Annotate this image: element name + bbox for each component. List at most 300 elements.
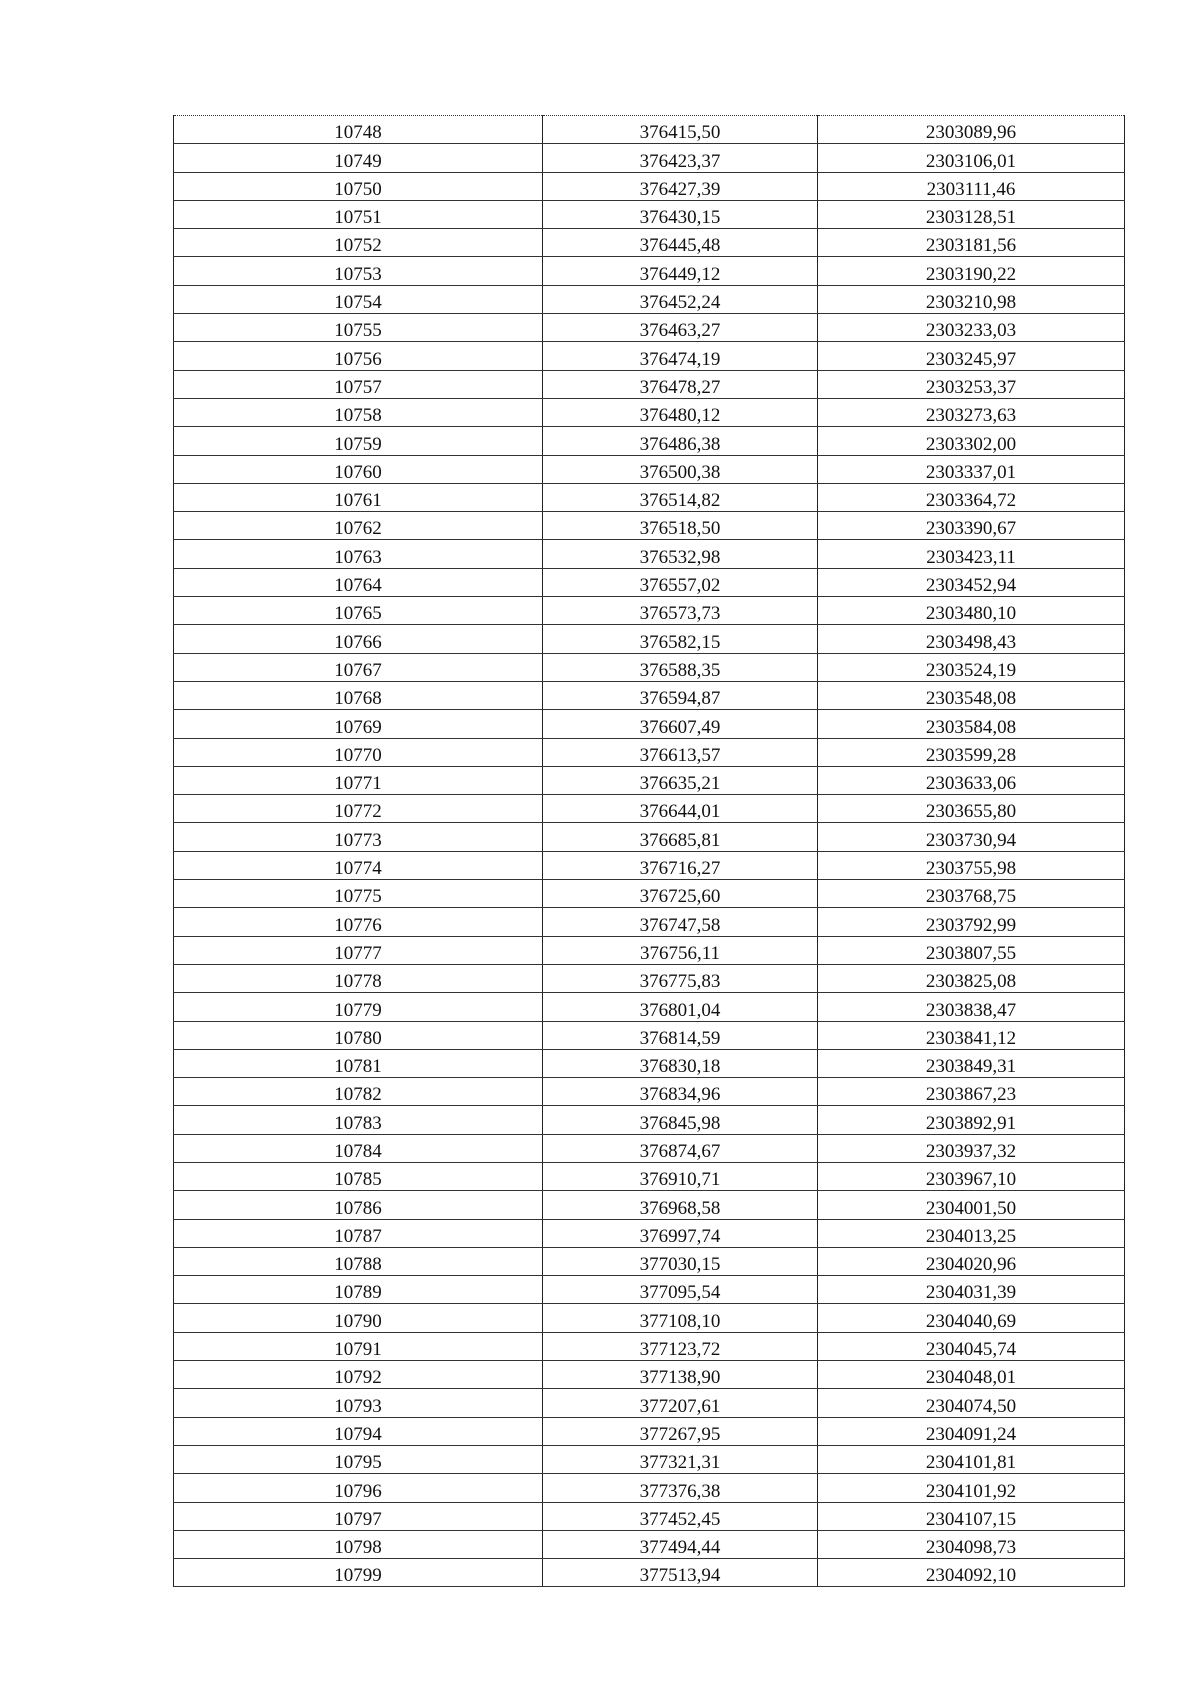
point-number-cell [174, 597, 543, 625]
x-coordinate-value: 377138,90 [639, 1367, 721, 1389]
point-number-value: 10782 [334, 1084, 382, 1106]
y-coordinate-value: 2303937,32 [925, 1140, 1017, 1162]
y-coordinate-value: 2303768,75 [925, 886, 1017, 908]
y-coordinate-value: 2303825,08 [925, 971, 1017, 993]
point-number-cell [174, 512, 543, 540]
point-number-value: 10768 [334, 688, 382, 710]
y-coordinate-value: 2304013,25 [925, 1225, 1017, 1247]
table-row [174, 993, 1125, 1021]
x-coordinate-cell [543, 116, 818, 144]
point-number-value: 10778 [334, 971, 382, 993]
x-coordinate-value: 376582,15 [639, 631, 721, 653]
point-number-cell [174, 1389, 543, 1417]
table-row [174, 1078, 1125, 1106]
y-coordinate-value: 2303599,28 [925, 744, 1017, 766]
point-number-value: 10790 [334, 1310, 382, 1332]
point-number-value: 10764 [334, 575, 382, 597]
point-number-value: 10781 [334, 1056, 382, 1078]
x-coordinate-cell [543, 597, 818, 625]
point-number-value: 10793 [334, 1395, 382, 1417]
x-coordinate-value: 377095,54 [639, 1282, 721, 1304]
point-number-cell [174, 1304, 543, 1332]
y-coordinate-cell [818, 1361, 1125, 1389]
y-coordinate-cell [818, 540, 1125, 568]
x-coordinate-value: 376478,27 [639, 376, 721, 398]
y-coordinate-cell [818, 172, 1125, 200]
point-number-cell [174, 116, 543, 144]
point-number-cell [174, 936, 543, 964]
table-row [174, 1276, 1125, 1304]
y-coordinate-cell [818, 342, 1125, 370]
y-coordinate-value: 2303867,23 [925, 1084, 1017, 1106]
point-number-value: 10785 [334, 1169, 382, 1191]
point-number-value: 10780 [334, 1027, 382, 1049]
x-coordinate-value: 376845,98 [639, 1112, 721, 1134]
y-coordinate-value: 2303364,72 [925, 490, 1017, 512]
x-coordinate-cell [543, 1304, 818, 1332]
table-row [174, 710, 1125, 738]
table-row [174, 681, 1125, 709]
table-row [174, 1530, 1125, 1558]
point-number-value: 10755 [334, 320, 382, 342]
x-coordinate-value: 376725,60 [639, 886, 721, 908]
x-coordinate-cell [543, 1049, 818, 1077]
table-row [174, 314, 1125, 342]
table-row [174, 1304, 1125, 1332]
y-coordinate-value: 2303849,31 [925, 1056, 1017, 1078]
point-number-value: 10759 [334, 433, 382, 455]
point-number-cell [174, 172, 543, 200]
y-coordinate-value: 2303841,12 [925, 1027, 1017, 1049]
table-row [174, 1134, 1125, 1162]
point-number-value: 10776 [334, 914, 382, 936]
table-row [174, 285, 1125, 313]
table-row [174, 568, 1125, 596]
x-coordinate-cell [543, 681, 818, 709]
table-row [174, 1191, 1125, 1219]
point-number-cell [174, 1162, 543, 1190]
table-row [174, 200, 1125, 228]
table-row [174, 1559, 1125, 1587]
x-coordinate-value: 376423,37 [639, 150, 721, 172]
point-number-cell [174, 993, 543, 1021]
table-row [174, 512, 1125, 540]
y-coordinate-cell [818, 625, 1125, 653]
point-number-value: 10775 [334, 886, 382, 908]
point-number-cell [174, 370, 543, 398]
y-coordinate-value: 2303633,06 [925, 773, 1017, 795]
x-coordinate-cell [543, 653, 818, 681]
y-coordinate-cell [818, 1162, 1125, 1190]
point-number-cell [174, 1417, 543, 1445]
x-coordinate-value: 377513,94 [639, 1565, 721, 1587]
table-row [174, 229, 1125, 257]
point-number-cell [174, 200, 543, 228]
x-coordinate-value: 376518,50 [639, 518, 721, 540]
y-coordinate-cell [818, 200, 1125, 228]
x-coordinate-value: 376644,01 [639, 801, 721, 823]
y-coordinate-cell [818, 823, 1125, 851]
y-coordinate-value: 2303128,51 [925, 207, 1017, 229]
y-coordinate-value: 2303655,80 [925, 801, 1017, 823]
table-row [174, 625, 1125, 653]
point-number-value: 10750 [334, 178, 382, 200]
y-coordinate-value: 2304001,50 [925, 1197, 1017, 1219]
table-row [174, 257, 1125, 285]
y-coordinate-value: 2303792,99 [925, 914, 1017, 936]
table-row [174, 1474, 1125, 1502]
x-coordinate-cell [543, 795, 818, 823]
x-coordinate-cell [543, 908, 818, 936]
y-coordinate-value: 2303967,10 [925, 1169, 1017, 1191]
x-coordinate-value: 376430,15 [639, 207, 721, 229]
point-number-value: 10792 [334, 1367, 382, 1389]
y-coordinate-cell [818, 1389, 1125, 1417]
y-coordinate-cell [818, 936, 1125, 964]
point-number-value: 10788 [334, 1254, 382, 1276]
point-number-value: 10762 [334, 518, 382, 540]
x-coordinate-cell [543, 483, 818, 511]
y-coordinate-cell [818, 795, 1125, 823]
y-coordinate-value: 2304092,10 [925, 1565, 1017, 1587]
x-coordinate-value: 377452,45 [639, 1508, 721, 1530]
y-coordinate-value: 2303233,03 [925, 320, 1017, 342]
y-coordinate-cell [818, 285, 1125, 313]
table-row [174, 1361, 1125, 1389]
point-number-cell [174, 795, 543, 823]
table-row [174, 795, 1125, 823]
x-coordinate-value: 377321,31 [639, 1452, 721, 1474]
x-coordinate-cell [543, 172, 818, 200]
point-number-cell [174, 1502, 543, 1530]
point-number-cell [174, 285, 543, 313]
y-coordinate-cell [818, 483, 1125, 511]
y-coordinate-cell [818, 710, 1125, 738]
point-number-cell [174, 823, 543, 851]
table-row [174, 483, 1125, 511]
y-coordinate-cell [818, 1247, 1125, 1275]
x-coordinate-value: 376747,58 [639, 914, 721, 936]
x-coordinate-value: 377108,10 [639, 1310, 721, 1332]
y-coordinate-cell [818, 370, 1125, 398]
x-coordinate-cell [543, 1530, 818, 1558]
y-coordinate-cell [818, 880, 1125, 908]
point-number-value: 10798 [334, 1537, 382, 1559]
x-coordinate-cell [543, 625, 818, 653]
point-number-cell [174, 1106, 543, 1134]
y-coordinate-value: 2303253,37 [925, 376, 1017, 398]
point-number-value: 10760 [334, 461, 382, 483]
point-number-value: 10756 [334, 348, 382, 370]
y-coordinate-cell [818, 1559, 1125, 1587]
y-coordinate-value: 2304031,39 [925, 1282, 1017, 1304]
x-coordinate-value: 376997,74 [639, 1225, 721, 1247]
point-number-cell [174, 257, 543, 285]
point-number-cell [174, 908, 543, 936]
point-number-value: 10795 [334, 1452, 382, 1474]
x-coordinate-cell [543, 1445, 818, 1473]
x-coordinate-cell [543, 1276, 818, 1304]
point-number-value: 10784 [334, 1140, 382, 1162]
point-number-cell [174, 851, 543, 879]
y-coordinate-value: 2303210,98 [925, 292, 1017, 314]
x-coordinate-cell [543, 229, 818, 257]
x-coordinate-cell [543, 1559, 818, 1587]
point-number-cell [174, 738, 543, 766]
x-coordinate-cell [543, 1361, 818, 1389]
y-coordinate-value: 2303838,47 [925, 999, 1017, 1021]
x-coordinate-cell [543, 398, 818, 426]
point-number-value: 10770 [334, 744, 382, 766]
x-coordinate-value: 376445,48 [639, 235, 721, 257]
x-coordinate-value: 377123,72 [639, 1339, 721, 1361]
point-number-value: 10757 [334, 376, 382, 398]
table-row [174, 1106, 1125, 1134]
y-coordinate-value: 2303584,08 [925, 716, 1017, 738]
point-number-cell [174, 1361, 543, 1389]
y-coordinate-value: 2303181,56 [925, 235, 1017, 257]
y-coordinate-cell [818, 512, 1125, 540]
x-coordinate-cell [543, 540, 818, 568]
y-coordinate-cell [818, 597, 1125, 625]
x-coordinate-cell [543, 964, 818, 992]
x-coordinate-cell [543, 370, 818, 398]
point-number-value: 10769 [334, 716, 382, 738]
x-coordinate-value: 376474,19 [639, 348, 721, 370]
y-coordinate-cell [818, 1276, 1125, 1304]
x-coordinate-value: 376449,12 [639, 263, 721, 285]
x-coordinate-value: 376588,35 [639, 659, 721, 681]
x-coordinate-cell [543, 427, 818, 455]
point-number-cell [174, 1191, 543, 1219]
table-row [174, 370, 1125, 398]
point-number-cell [174, 1445, 543, 1473]
x-coordinate-value: 376830,18 [639, 1056, 721, 1078]
y-coordinate-cell [818, 993, 1125, 1021]
y-coordinate-value: 2303390,67 [925, 518, 1017, 540]
point-number-cell [174, 540, 543, 568]
y-coordinate-cell [818, 1078, 1125, 1106]
y-coordinate-cell [818, 1021, 1125, 1049]
x-coordinate-cell [543, 200, 818, 228]
y-coordinate-value: 2304020,96 [925, 1254, 1017, 1276]
point-number-cell [174, 314, 543, 342]
y-coordinate-value: 2304045,74 [925, 1339, 1017, 1361]
point-number-value: 10772 [334, 801, 382, 823]
y-coordinate-value: 2303480,10 [925, 603, 1017, 625]
point-number-cell [174, 1021, 543, 1049]
y-coordinate-cell [818, 851, 1125, 879]
point-number-value: 10794 [334, 1423, 382, 1445]
x-coordinate-value: 376594,87 [639, 688, 721, 710]
table-row [174, 427, 1125, 455]
point-number-value: 10783 [334, 1112, 382, 1134]
x-coordinate-cell [543, 766, 818, 794]
x-coordinate-value: 376968,58 [639, 1197, 721, 1219]
x-coordinate-value: 376910,71 [639, 1169, 721, 1191]
y-coordinate-value: 2303190,22 [925, 263, 1017, 285]
table-row [174, 1417, 1125, 1445]
y-coordinate-cell [818, 908, 1125, 936]
x-coordinate-cell [543, 1191, 818, 1219]
table-row [174, 172, 1125, 200]
y-coordinate-value: 2304091,24 [925, 1423, 1017, 1445]
table-row [174, 936, 1125, 964]
x-coordinate-cell [543, 1502, 818, 1530]
x-coordinate-value: 376452,24 [639, 292, 721, 314]
y-coordinate-value: 2304101,81 [925, 1452, 1017, 1474]
x-coordinate-cell [543, 455, 818, 483]
y-coordinate-cell [818, 257, 1125, 285]
y-coordinate-cell [818, 766, 1125, 794]
x-coordinate-value: 376514,82 [639, 490, 721, 512]
point-number-cell [174, 1247, 543, 1275]
point-number-value: 10766 [334, 631, 382, 653]
y-coordinate-cell [818, 455, 1125, 483]
x-coordinate-cell [543, 1078, 818, 1106]
x-coordinate-value: 376480,12 [639, 405, 721, 427]
point-number-value: 10786 [334, 1197, 382, 1219]
table-row [174, 1247, 1125, 1275]
point-number-cell [174, 1134, 543, 1162]
y-coordinate-value: 2303111,46 [926, 178, 1016, 200]
y-coordinate-value: 2303755,98 [925, 858, 1017, 880]
point-number-value: 10753 [334, 263, 382, 285]
y-coordinate-cell [818, 1106, 1125, 1134]
y-coordinate-value: 2303524,19 [925, 659, 1017, 681]
x-coordinate-cell [543, 1219, 818, 1247]
table-row [174, 1162, 1125, 1190]
point-number-value: 10791 [334, 1339, 382, 1361]
point-number-cell [174, 1530, 543, 1558]
point-number-cell [174, 1276, 543, 1304]
y-coordinate-value: 2303423,11 [926, 546, 1016, 568]
point-number-value: 10799 [334, 1565, 382, 1587]
point-number-value: 10763 [334, 546, 382, 568]
coordinates-table-body [174, 116, 1125, 1587]
x-coordinate-cell [543, 257, 818, 285]
table-row [174, 597, 1125, 625]
x-coordinate-value: 376685,81 [639, 829, 721, 851]
y-coordinate-value: 2304040,69 [925, 1310, 1017, 1332]
table-row [174, 851, 1125, 879]
point-number-value: 10767 [334, 659, 382, 681]
table-row [174, 880, 1125, 908]
x-coordinate-value: 377376,38 [639, 1480, 721, 1502]
x-coordinate-value: 376775,83 [639, 971, 721, 993]
coordinates-table [173, 115, 1125, 1587]
x-coordinate-value: 376532,98 [639, 546, 721, 568]
y-coordinate-value: 2303273,63 [925, 405, 1017, 427]
table-row [174, 1445, 1125, 1473]
table-row [174, 738, 1125, 766]
x-coordinate-cell [543, 512, 818, 540]
table-row [174, 1502, 1125, 1530]
y-coordinate-value: 2303302,00 [925, 433, 1017, 455]
point-number-value: 10789 [334, 1282, 382, 1304]
x-coordinate-cell [543, 880, 818, 908]
point-number-cell [174, 710, 543, 738]
x-coordinate-cell [543, 1332, 818, 1360]
point-number-cell [174, 144, 543, 172]
point-number-cell [174, 880, 543, 908]
table-row [174, 540, 1125, 568]
table-row [174, 1021, 1125, 1049]
y-coordinate-cell [818, 568, 1125, 596]
point-number-value: 10758 [334, 405, 382, 427]
point-number-value: 10797 [334, 1508, 382, 1530]
point-number-value: 10754 [334, 292, 382, 314]
y-coordinate-value: 2304107,15 [925, 1508, 1017, 1530]
table-row [174, 766, 1125, 794]
point-number-value: 10774 [334, 858, 382, 880]
y-coordinate-value: 2303337,01 [925, 461, 1017, 483]
x-coordinate-cell [543, 1417, 818, 1445]
point-number-value: 10748 [334, 122, 382, 144]
point-number-value: 10796 [334, 1480, 382, 1502]
x-coordinate-value: 376613,57 [639, 744, 721, 766]
point-number-cell [174, 1219, 543, 1247]
x-coordinate-value: 376716,27 [639, 858, 721, 880]
table-row [174, 398, 1125, 426]
point-number-cell [174, 1474, 543, 1502]
x-coordinate-cell [543, 314, 818, 342]
x-coordinate-value: 376814,59 [639, 1027, 721, 1049]
point-number-cell [174, 625, 543, 653]
y-coordinate-cell [818, 964, 1125, 992]
x-coordinate-value: 376801,04 [639, 999, 721, 1021]
y-coordinate-cell [818, 1332, 1125, 1360]
point-number-value: 10779 [334, 999, 382, 1021]
y-coordinate-value: 2303548,08 [925, 688, 1017, 710]
table-row [174, 1049, 1125, 1077]
y-coordinate-cell [818, 738, 1125, 766]
point-number-value: 10765 [334, 603, 382, 625]
table-row [174, 342, 1125, 370]
x-coordinate-cell [543, 144, 818, 172]
x-coordinate-value: 376874,67 [639, 1140, 721, 1162]
table-row [174, 653, 1125, 681]
y-coordinate-value: 2304098,73 [925, 1537, 1017, 1559]
x-coordinate-value: 377494,44 [639, 1537, 721, 1559]
point-number-cell [174, 568, 543, 596]
x-coordinate-value: 377030,15 [639, 1254, 721, 1276]
point-number-cell [174, 342, 543, 370]
point-number-cell [174, 681, 543, 709]
point-number-cell [174, 483, 543, 511]
y-coordinate-value: 2303089,96 [925, 122, 1017, 144]
y-coordinate-cell [818, 427, 1125, 455]
y-coordinate-cell [818, 1502, 1125, 1530]
x-coordinate-cell [543, 936, 818, 964]
point-number-cell [174, 653, 543, 681]
point-number-value: 10777 [334, 942, 382, 964]
x-coordinate-cell [543, 738, 818, 766]
x-coordinate-value: 376834,96 [639, 1084, 721, 1106]
table-row [174, 823, 1125, 851]
point-number-cell [174, 455, 543, 483]
point-number-value: 10749 [334, 150, 382, 172]
point-number-value: 10773 [334, 829, 382, 851]
table-row [174, 144, 1125, 172]
point-number-cell [174, 398, 543, 426]
x-coordinate-cell [543, 342, 818, 370]
point-number-value: 10787 [334, 1225, 382, 1247]
y-coordinate-cell [818, 116, 1125, 144]
y-coordinate-cell [818, 1474, 1125, 1502]
x-coordinate-cell [543, 1134, 818, 1162]
y-coordinate-cell [818, 1304, 1125, 1332]
